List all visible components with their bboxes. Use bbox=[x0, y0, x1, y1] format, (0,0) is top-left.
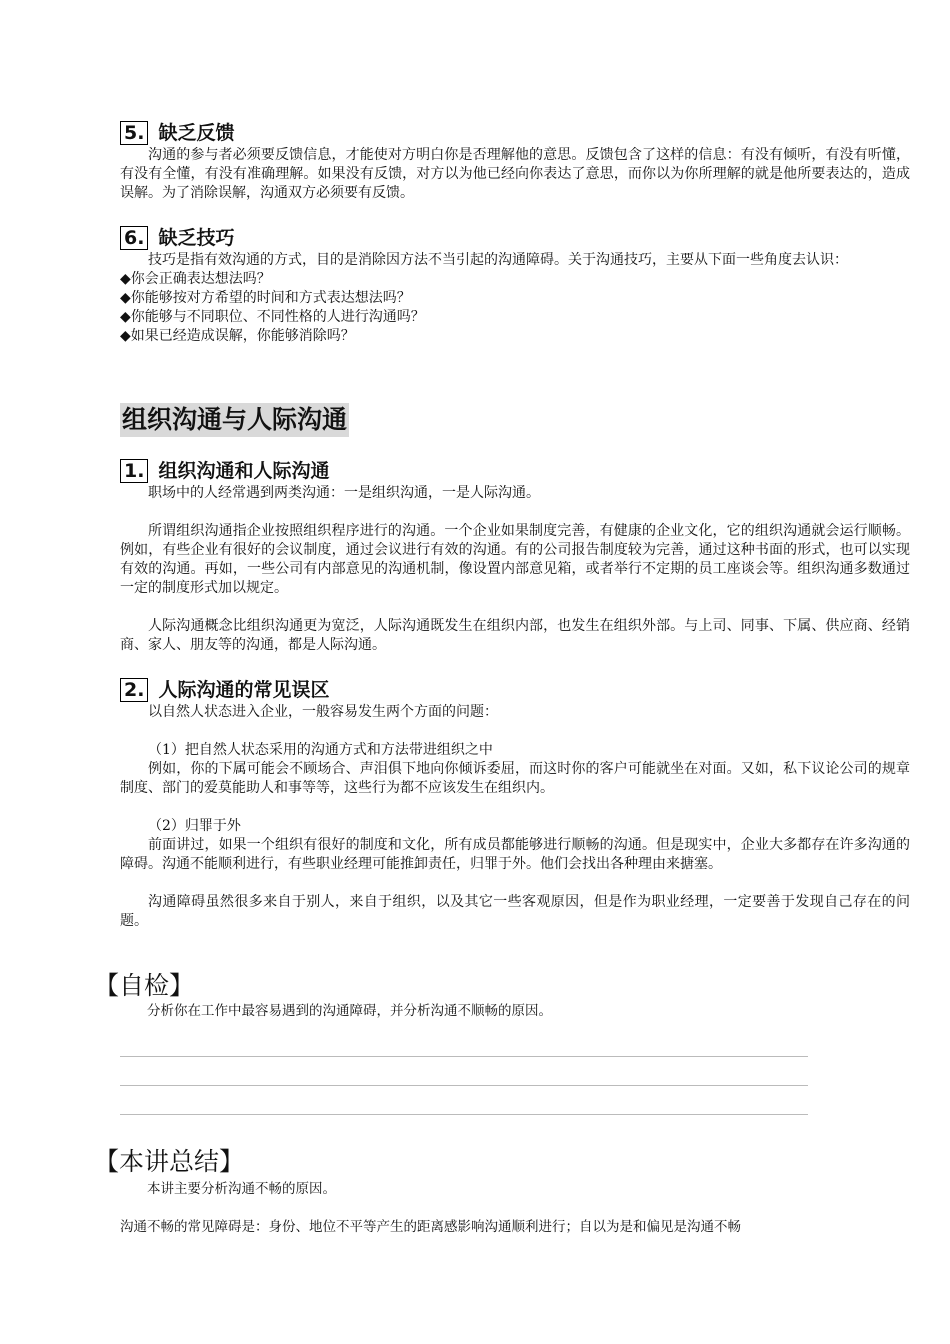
summary-title: 【本讲总结】 bbox=[94, 1147, 245, 1176]
section-title: 缺乏反馈 bbox=[158, 122, 235, 144]
bullet-item: ◆你会正确表达想法吗？ bbox=[120, 271, 271, 287]
section-5-paragraph: 沟通的参与者必须要反馈信息，才能使对方明白你是否理解他的意思。反馈包含了这样的信息：有没有倾听，有没有听懂，有没有全懂，有没有准确理解。如果没有反馈，对方以为他已经向你表达了意思，而你以为你所理解的就是他所要表达的，造成误解。为了消除误解，沟通双方必须要有反馈。 bbox=[120, 147, 910, 201]
paragraph: 以自然人状态进入企业，一般容易发生两个方面的问题： bbox=[148, 704, 498, 720]
section-number: 2. bbox=[120, 678, 148, 702]
chapter-title: 组织沟通与人际沟通 bbox=[120, 403, 349, 437]
section-1 bbox=[120, 458, 910, 655]
section-6-heading bbox=[120, 225, 910, 251]
paragraph: 职场中的人经常遇到两类沟通：一是组织沟通，一是人际沟通。 bbox=[148, 485, 540, 501]
list-heading: （1）把自然人状态采用的沟通方式和方法带进组织之中 bbox=[148, 742, 493, 758]
paragraph: 例如，你的下属可能会不顾场合、声泪俱下地向你倾诉委屈，而这时你的客户可能就坐在对面。又如，私下议论公司的规章制度、部门的爱莫能助人和事等等，这些行为都不应该发生在组织内。 bbox=[120, 761, 910, 796]
section-6 bbox=[120, 225, 910, 346]
answer-line[interactable] bbox=[120, 1114, 808, 1115]
bullet-item: ◆你能够与不同职位、不同性格的人进行沟通吗？ bbox=[120, 309, 425, 325]
section-2 bbox=[120, 677, 910, 931]
list-heading: （2）归罪于外 bbox=[148, 818, 241, 834]
paragraph: 所谓组织沟通指企业按照组织程序进行的沟通。一个企业如果制度完善，有健康的企业文化，它的组织沟通就会运行顺畅。例如，有些企业有很好的会议制度，通过会议进行有效的沟通。有的公司报告制度较为完善，通过这种书面的形式，也可以实现有效的沟通。再如，一些公司有内部意见的沟通机制，像设置内部意见箱，或者举行不定期的员工座谈会等。组织沟通多数通过一定的制度形式加以规定。 bbox=[120, 523, 910, 596]
section-6-paragraph: 技巧是指有效沟通的方式，目的是消除因方法不当引起的沟通障碍。关于沟通技巧，主要从下面一些角度去认识： bbox=[148, 252, 848, 268]
summary-paragraph: 本讲主要分析沟通不畅的原因。 bbox=[147, 1181, 336, 1197]
section-5 bbox=[120, 120, 910, 203]
section-1-heading bbox=[120, 458, 910, 484]
selfcheck-prompt: 分析你在工作中最容易遇到的沟通障碍，并分析沟通不顺畅的原因。 bbox=[147, 1003, 552, 1019]
paragraph: 前面讲过，如果一个组织有很好的制度和文化，所有成员都能够进行顺畅的沟通。但是现实中，企业大多都存在许多沟通的障碍。沟通不能顺利进行，有些职业经理可能推卸责任，归罪于外。他们会找出各种理由来搪塞。 bbox=[120, 837, 910, 872]
selfcheck-title: 【自检】 bbox=[94, 971, 195, 1000]
section-5-heading bbox=[120, 120, 910, 146]
answer-line[interactable] bbox=[120, 1085, 808, 1086]
paragraph: 沟通障碍虽然很多来自于别人，来自于组织，以及其它一些客观原因，但是作为职业经理，一定要善于发现自己存在的问题。 bbox=[120, 894, 910, 929]
section-title: 组织沟通和人际沟通 bbox=[158, 460, 330, 482]
section-number: 5. bbox=[120, 121, 148, 145]
section-number: 1. bbox=[120, 459, 148, 483]
answer-line[interactable] bbox=[120, 1056, 808, 1057]
summary-paragraph: 沟通不畅的常见障碍是：身份、地位不平等产生的距离感影响沟通顺利进行；自以为是和偏见是沟通不畅 bbox=[120, 1219, 741, 1235]
paragraph: 人际沟通概念比组织沟通更为宽泛，人际沟通既发生在组织内部，也发生在组织外部。与上司、同事、下属、供应商、经销商、家人、朋友等的沟通，都是人际沟通。 bbox=[120, 618, 910, 653]
summary-block bbox=[120, 1180, 910, 1237]
section-2-heading bbox=[120, 677, 910, 703]
selfcheck-block bbox=[120, 1002, 910, 1021]
section-title: 人际沟通的常见误区 bbox=[158, 679, 330, 701]
bullet-item: ◆如果已经造成误解，你能够消除吗？ bbox=[120, 328, 355, 344]
section-number: 6. bbox=[120, 226, 148, 250]
section-title: 缺乏技巧 bbox=[158, 227, 235, 249]
bullet-item: ◆你能够按对方希望的时间和方式表达想法吗？ bbox=[120, 290, 411, 306]
